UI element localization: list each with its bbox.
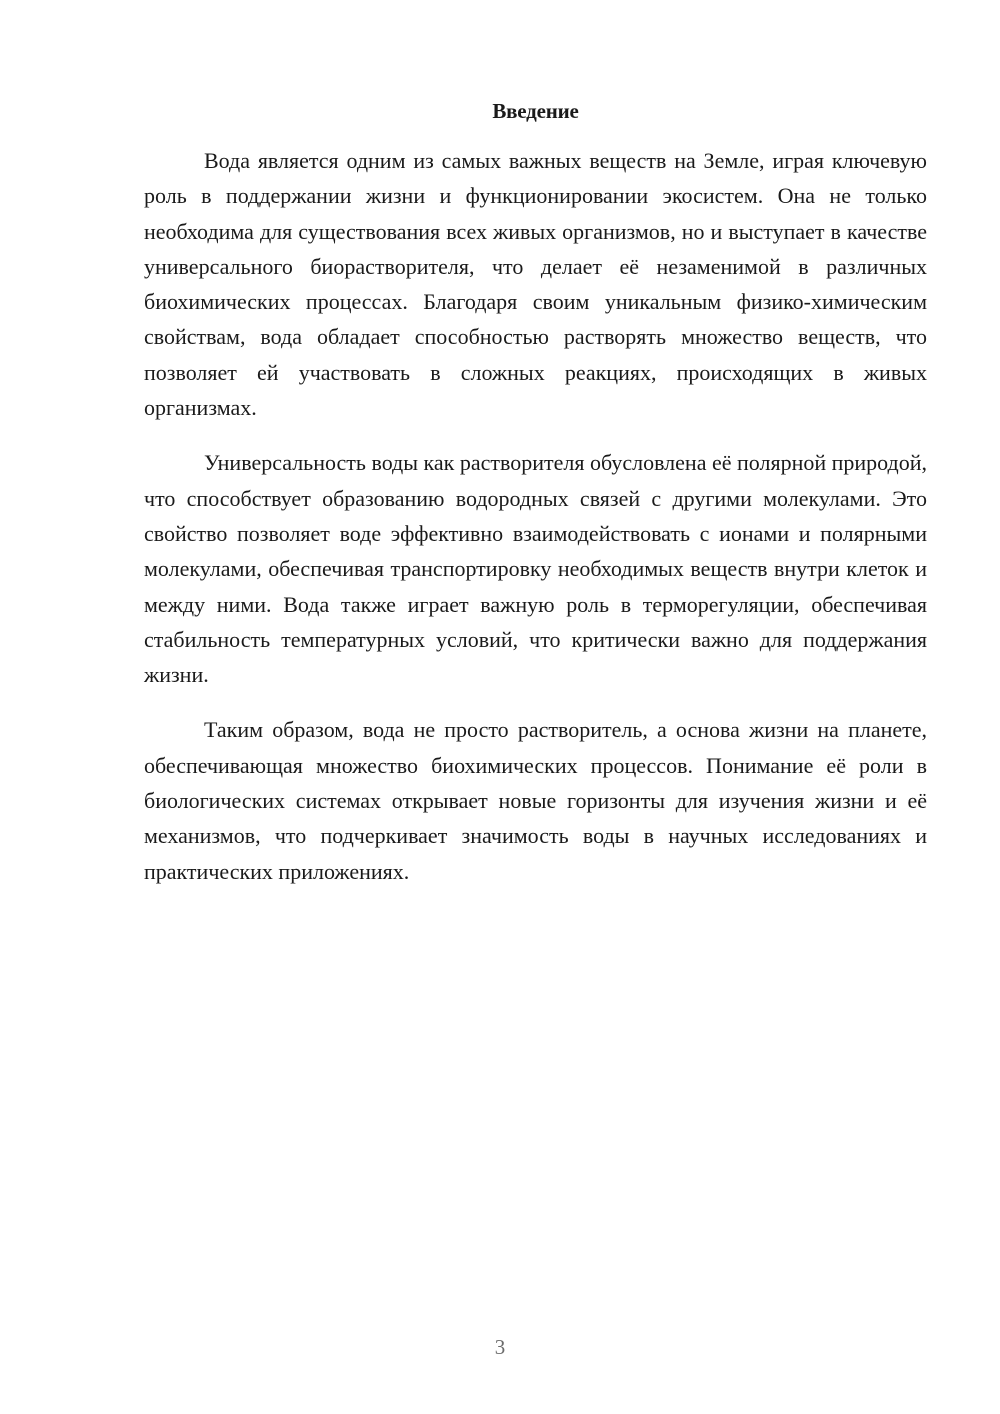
- paragraph: Вода является одним из самых важных веществ на Земле, играя ключевую роль в поддержании жизни и функционировании экосистем. Она не только необходима для существования всех живых организмов, но и выступает в качестве универсального биорастворителя, что делает её незаменимой в различных биохимических процессах. Благодаря своим уникальным физико-химическим свойствам, вода обладает способностью растворять множество веществ, что позволяет ей участвовать в сложных реакциях, происходящих в живых организмах.: [144, 148, 927, 421]
- paragraph: Таким образом, вода не просто растворитель, а основа жизни на планете, обеспечивающая множество биохимических процессов. Понимание её роли в биологических системах открывает новые горизонты для изучения жизни и её механизмов, что подчеркивает значимость воды в научных исследованиях и практических приложениях.: [144, 717, 927, 884]
- section-title: Введение: [492, 99, 579, 123]
- document-body: [144, 96, 927, 909]
- paragraph: Универсальность воды как растворителя обусловлена её полярной природой, что способствует образованию водородных связей с другими молекулами. Это свойство позволяет воде эффективно взаимодействовать с ионами и полярными молекулами, обеспечивая транспортировку необходимых веществ внутри клеток и между ними. Вода также играет важную роль в терморегуляции, обеспечивая стабильность температурных условий, что критически важно для поддержания жизни.: [144, 450, 927, 688]
- page-number: 3: [494, 1335, 506, 1359]
